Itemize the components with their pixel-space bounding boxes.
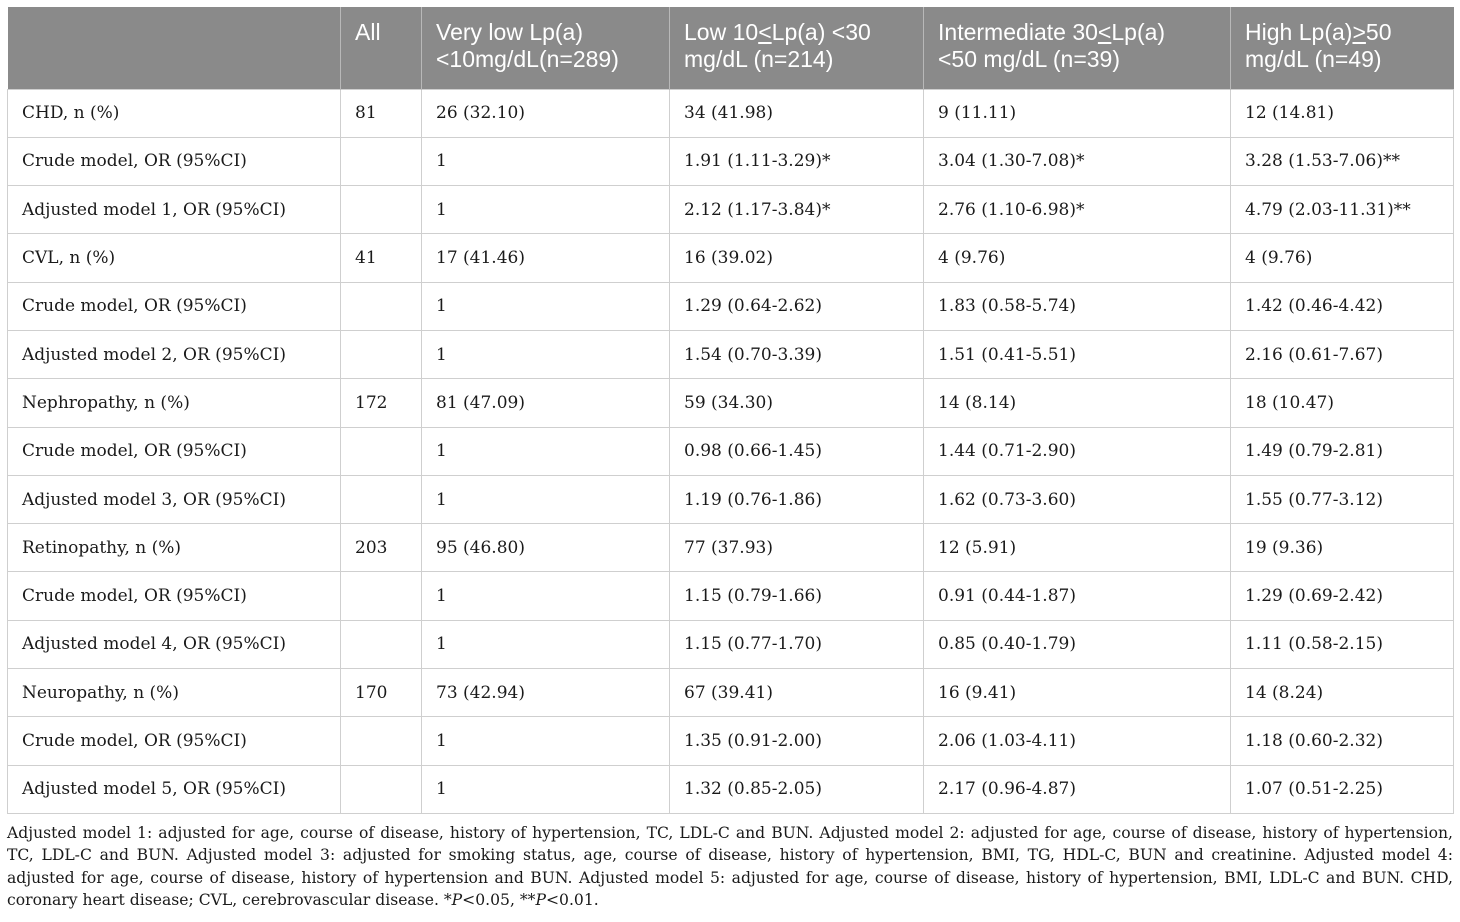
sig1-prefix: *: [443, 891, 452, 910]
table-cell: 0.85 (0.40-1.79): [924, 620, 1231, 668]
table-cell: 1.83 (0.58-5.74): [924, 282, 1231, 330]
results-table: [7, 7, 1454, 814]
column-header-2: [422, 7, 670, 89]
table-cell: 95 (46.80): [422, 524, 670, 572]
table-cell: 2.17 (0.96-4.87): [924, 765, 1231, 813]
table-cell: [341, 427, 422, 475]
sig1-var: P: [451, 891, 463, 910]
table-cell: 14 (8.14): [924, 379, 1231, 427]
table-cell: [341, 330, 422, 378]
table-cell: [341, 765, 422, 813]
table-cell: 1.15 (0.79-1.66): [670, 572, 924, 620]
row-label: Adjusted model 5, OR (95%CI): [8, 765, 341, 813]
table-cell: 1.29 (0.64-2.62): [670, 282, 924, 330]
table-cell: 81: [341, 89, 422, 137]
table-cell: 1: [422, 620, 670, 668]
row-label: CHD, n (%): [8, 89, 341, 137]
sig2-rest: <0.01.: [545, 891, 599, 910]
table-body: [8, 89, 1454, 813]
table-cell: 1.19 (0.76-1.86): [670, 475, 924, 523]
table-cell: 41: [341, 234, 422, 282]
table-row: [8, 765, 1454, 813]
table-cell: 0.98 (0.66-1.45): [670, 427, 924, 475]
table-cell: 1: [422, 186, 670, 234]
table-cell: [341, 186, 422, 234]
table-cell: 1.32 (0.85-2.05): [670, 765, 924, 813]
column-header-line: mg/dL (n=214): [684, 46, 834, 72]
column-header-4: [924, 7, 1231, 89]
row-label: Adjusted model 3, OR (95%CI): [8, 475, 341, 523]
column-header-line: Low 10<Lp(a) <30: [684, 19, 871, 45]
table-cell: 19 (9.36): [1231, 524, 1454, 572]
table-cell: 2.16 (0.61-7.67): [1231, 330, 1454, 378]
row-label: Neuropathy, n (%): [8, 669, 341, 717]
table-row: [8, 427, 1454, 475]
table-cell: 12 (5.91): [924, 524, 1231, 572]
column-header-line: All: [355, 19, 381, 45]
row-label: Retinopathy, n (%): [8, 524, 341, 572]
table-cell: [341, 717, 422, 765]
table-row: [8, 572, 1454, 620]
table-cell: 17 (41.46): [422, 234, 670, 282]
table-row: [8, 620, 1454, 668]
table-cell: [341, 282, 422, 330]
table-cell: 1: [422, 765, 670, 813]
table-container: [7, 7, 1453, 912]
header-row: [8, 7, 1454, 89]
column-header-line: Very low Lp(a): [436, 19, 584, 45]
row-label: Crude model, OR (95%CI): [8, 427, 341, 475]
column-header-5: [1231, 7, 1454, 89]
table-cell: 1.49 (0.79-2.81): [1231, 427, 1454, 475]
sig2-prefix: **: [519, 891, 536, 910]
table-cell: 73 (42.94): [422, 669, 670, 717]
table-cell: [341, 572, 422, 620]
table-cell: 1.29 (0.69-2.42): [1231, 572, 1454, 620]
row-label: CVL, n (%): [8, 234, 341, 282]
table-cell: 1.07 (0.51-2.25): [1231, 765, 1454, 813]
table-cell: 34 (41.98): [670, 89, 924, 137]
table-cell: 172: [341, 379, 422, 427]
table-cell: 2.12 (1.17-3.84)*: [670, 186, 924, 234]
table-row: [8, 717, 1454, 765]
table-cell: 3.04 (1.30-7.08)*: [924, 137, 1231, 185]
table-row: [8, 186, 1454, 234]
row-label: Nephropathy, n (%): [8, 379, 341, 427]
table-cell: 1.35 (0.91-2.00): [670, 717, 924, 765]
table-cell: 1.44 (0.71-2.90): [924, 427, 1231, 475]
table-cell: 1.11 (0.58-2.15): [1231, 620, 1454, 668]
row-label: Adjusted model 2, OR (95%CI): [8, 330, 341, 378]
row-label: Crude model, OR (95%CI): [8, 572, 341, 620]
table-cell: 12 (14.81): [1231, 89, 1454, 137]
table-cell: 1.51 (0.41-5.51): [924, 330, 1231, 378]
table-cell: 1: [422, 282, 670, 330]
table-cell: 170: [341, 669, 422, 717]
column-header-line: <50 mg/dL (n=39): [938, 46, 1120, 72]
table-cell: 1: [422, 427, 670, 475]
table-row: [8, 669, 1454, 717]
table-cell: 18 (10.47): [1231, 379, 1454, 427]
table-cell: 2.76 (1.10-6.98)*: [924, 186, 1231, 234]
table-cell: 9 (11.11): [924, 89, 1231, 137]
significance-note: [444, 891, 599, 909]
table-cell: 59 (34.30): [670, 379, 924, 427]
table-row: [8, 234, 1454, 282]
footnote-text: Adjusted model 1: adjusted for age, course of disease, history of hypertension, TC, LDL-C and BUN. Adjusted model 2: adjusted for age, course of disease, history of hypertension, TC, LDL-C and BUN. Adjusted model 3: adjusted for smoking status, age, course of disease, history of hypertension, BMI, TG, HDL-C, BUN and creatinine. Adjusted model 4: adjusted for age, course of disease, history of hypertension and BUN. Adjusted model 5: adjusted for age, course of disease, history of hypertension, BMI, LDL-C and BUN. CHD, coronary heart disease; CVL, cerebrovascular disease.: [7, 823, 1453, 910]
table-cell: 1.18 (0.60-2.32): [1231, 717, 1454, 765]
table-cell: 1.42 (0.46-4.42): [1231, 282, 1454, 330]
column-header-1: [341, 7, 422, 89]
table-cell: 77 (37.93): [670, 524, 924, 572]
table-cell: 67 (39.41): [670, 669, 924, 717]
row-label: Crude model, OR (95%CI): [8, 717, 341, 765]
row-label: Adjusted model 1, OR (95%CI): [8, 186, 341, 234]
table-cell: 1: [422, 572, 670, 620]
table-cell: 4 (9.76): [924, 234, 1231, 282]
sig2-var: P: [535, 891, 546, 910]
table-cell: 16 (39.02): [670, 234, 924, 282]
table-cell: 81 (47.09): [422, 379, 670, 427]
table-cell: 1.62 (0.73-3.60): [924, 475, 1231, 523]
table-cell: [341, 475, 422, 523]
table-cell: 1.54 (0.70-3.39): [670, 330, 924, 378]
table-cell: 26 (32.10): [422, 89, 670, 137]
table-cell: 1: [422, 330, 670, 378]
column-header-line: Intermediate 30<Lp(a): [938, 19, 1166, 45]
column-header-line: High Lp(a)>50: [1245, 19, 1392, 45]
row-label: Crude model, OR (95%CI): [8, 137, 341, 185]
table-cell: 1.15 (0.77-1.70): [670, 620, 924, 668]
table-cell: 14 (8.24): [1231, 669, 1454, 717]
column-header-0: [8, 7, 341, 89]
table-row: [8, 524, 1454, 572]
table-cell: 203: [341, 524, 422, 572]
table-cell: 0.91 (0.44-1.87): [924, 572, 1231, 620]
table-cell: 3.28 (1.53-7.06)**: [1231, 137, 1454, 185]
table-row: [8, 89, 1454, 137]
table-row: [8, 282, 1454, 330]
table-cell: 2.06 (1.03-4.11): [924, 717, 1231, 765]
table-row: [8, 330, 1454, 378]
table-cell: 1: [422, 475, 670, 523]
table-cell: [341, 620, 422, 668]
row-label: Adjusted model 4, OR (95%CI): [8, 620, 341, 668]
table-cell: 16 (9.41): [924, 669, 1231, 717]
column-header-line: mg/dL (n=49): [1245, 46, 1382, 72]
table-row: [8, 475, 1454, 523]
table-cell: 1: [422, 717, 670, 765]
table-cell: 1.91 (1.11-3.29)*: [670, 137, 924, 185]
table-cell: 1.55 (0.77-3.12): [1231, 475, 1454, 523]
table-cell: 4.79 (2.03-11.31)**: [1231, 186, 1454, 234]
sig1-rest: <0.05,: [462, 891, 520, 910]
table-footnote: [7, 822, 1453, 912]
column-header-3: [670, 7, 924, 89]
row-label: Crude model, OR (95%CI): [8, 282, 341, 330]
table-row: [8, 379, 1454, 427]
table-cell: [341, 137, 422, 185]
table-cell: 1: [422, 137, 670, 185]
column-header-line: <10mg/dL(n=289): [436, 46, 619, 72]
table-cell: 4 (9.76): [1231, 234, 1454, 282]
table-row: [8, 137, 1454, 185]
